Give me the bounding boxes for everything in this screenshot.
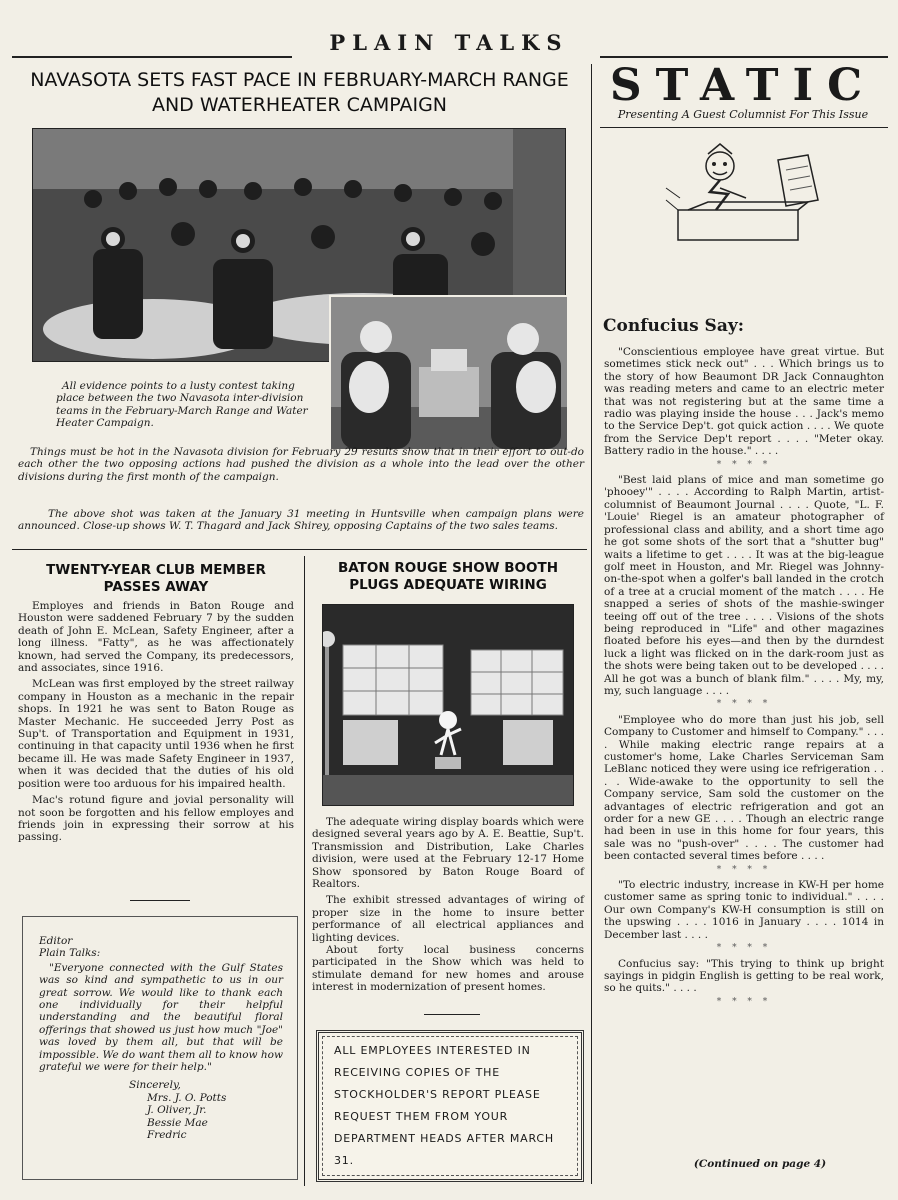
static-title: STATIC xyxy=(609,60,877,111)
static-paragraph: "Employee who do more than just his job, sell Company to Customer and himself to Company." . . . . While making electric range repairs at a customer's home, Lake Charles Serviceman Sam LeBlanc noticed they were using ice refrigeration . . . . Wide-awake to the opportunity to sell the Company service, Sam sold the customer on the advantages of electric refrigeration and got an order for a new GE . . . . Though an electric range had been in use in this home for four years, this sale was no "push-over" . . . . The customer had been contacted several times before . . . . xyxy=(604,713,884,863)
letter-signer: Bessie Mae xyxy=(147,1116,208,1129)
notice-inner-border xyxy=(322,1036,578,1176)
club-paragraph: Employes and friends in Baton Rouge and Houston were saddened February 7 by the sudden death of John E. McLean, Safety Engineer, after a long illness. "Fatty", as he was affectionately known, had served the Company, its predecessors, and associates, since 1916. xyxy=(18,600,294,675)
static-paragraph: Confucius say: "This trying to think up bright sayings in pidgin English is getting to be real work, so he quits." . . . . xyxy=(604,957,884,995)
columnist-cartoon xyxy=(658,140,828,250)
club-paragraph: Mac's rotund figure and jovial personality will not soon be forgotten and his fellow employes and friends join in expressing their sorrow at his passing. xyxy=(18,794,294,844)
caption-intro: All evidence points to a lusty contest taking place between the two Navasota inter-division teams in the February-March Range and Water Heater Campaign. xyxy=(56,380,308,430)
section-divider xyxy=(12,549,587,550)
separator-stars: * * * * xyxy=(716,459,772,470)
static-subtitle: Presenting A Guest Columnist For This Issue xyxy=(617,108,869,121)
caption-navasota-lead: Things must be hot in the Navasota division for February 29 results show that in their effort to out-do each other the two opposing actions had pushed the division as a whole into the lead over the other divisions during the first month of the campaign. xyxy=(18,446,584,483)
booth-headline: BATON ROUGE SHOW BOOTH PLUGS ADEQUATE WIRING xyxy=(337,560,559,593)
separator-stars: * * * * xyxy=(716,943,772,954)
caption-meeting: The above shot was taken at the January 31 meeting in Huntsville when campaign plans were announced. Close-up shows W. T. Thagard and Jack Shirey, opposing Captains of the two sales teams. xyxy=(18,508,584,533)
booth-end-rule xyxy=(424,1014,480,1015)
separator-stars: * * * * xyxy=(716,699,772,710)
separator-stars: * * * * xyxy=(716,996,772,1007)
letter-body: "Everyone connected with the Gulf States was so kind and sympathetic to us in our great sorrow. We would like to thank each one individually for their helpful understanding and the beautiful floral offerings that showed us just how much "Joe" was loved by them all, but that will be impossible. We do want them all to know how grateful we were for their help." xyxy=(39,961,283,1074)
letter-box xyxy=(22,916,298,1180)
static-paragraph: "Best laid plans of mice and man sometime go 'phooey'" . . . . According to Ralph Martin, artist-columnist of Beaumont Journal . . . . Quote, "L. F. 'Louie' Riegel is an amateur photographer of professional class and ability, and a short time ago he got some shots of the sort that a "shutter bug" waits a lifetime to get . . . . It was at the big-league golf meet in Houston, and Mr. Riegel was Johnny-on-the-spot when a golfer's ball landed in the crotch of a tree at a crucial moment of the match . . . . He snapped a series of shots of the mashie-swinger teeing off out of the tree . . . . Visions of the shots being reproduced in "Life" and other magazines floated before his eyes—and then by the durndest luck a light was flicked on in the dark-room just as the shots were being taken out to be developed . . . . All he got was a bunch of blank film." . . . . My, my, my, such language . . . . xyxy=(604,474,884,697)
main-headline: NAVASOTA SETS FAST PACE IN FEBRUARY-MARCH RANGE AND WATERHEATER CAMPAIGN xyxy=(30,69,569,116)
club-headline: TWENTY-YEAR CLUB MEMBER PASSES AWAY xyxy=(46,562,266,595)
booth-paragraph: The exhibit stressed advantages of wiring of proper size in the home to insure better performance of all electrical appliances and lighting devices. xyxy=(312,894,584,944)
club-paragraph: McLean was first employed by the street railway company in Houston as a mechanic in the repair shops. In 1921 he was sent to Baton Rouge as Master Mechanic. He succeeded Jerry Post as Sup't. of Transportation and Equipment in 1931, continuing in that capacity until 1936 when he first became ill. He was made Safety Engineer in 1937, when it was decided that the duties of his old position were too arduous for his impaired health. xyxy=(18,678,294,790)
stockholder-notice-box xyxy=(316,1030,584,1182)
continued-note: (Continued on page 4) xyxy=(693,1158,827,1170)
captains-closeup-photo xyxy=(329,295,569,451)
columnist-cartoon-image xyxy=(658,140,828,250)
stockholder-notice-text: ALL EMPLOYEES INTERESTED IN RECEIVING COPIES OF THE STOCKHOLDER'S REPORT PLEASE REQUEST THEM FROM YOUR DEPARTMENT HEADS AFTER MARCH 31. xyxy=(334,1044,554,1167)
confucius-heading: Confucius Say: xyxy=(603,316,745,336)
club-end-rule xyxy=(130,900,190,901)
letter-salutation: Editor xyxy=(39,935,73,947)
static-rule xyxy=(600,127,888,128)
booth-photo xyxy=(322,604,574,806)
letter-signer: Fredric xyxy=(147,1129,187,1142)
letter-closing: Sincerely, xyxy=(129,1079,181,1092)
letter-signer: J. Oliver, Jr. xyxy=(147,1104,207,1117)
column-divider-middle xyxy=(304,556,305,1186)
header-rule-left xyxy=(12,56,292,58)
column-divider-right xyxy=(591,64,592,1184)
booth-paragraph: About forty local business concerns participated in the Show which was held to stimulate demand for new homes and arouse interest in modernization of present homes. xyxy=(312,944,584,994)
letter-signer: Mrs. J. O. Potts xyxy=(147,1091,227,1104)
letter-content xyxy=(39,935,283,1142)
header-rule-right xyxy=(600,56,888,58)
static-paragraph: "Conscientious employee have great virtue. But sometimes stick neck out" . . . Which brings us to the story of how Beaumont DR Jack Connaughton was reading meters and came to an electric meter that was not registering but at the same time a radio was playing inside the house . . . Jack's memo to the Service Dep't. got quick action . . . . We quote from the Service Dep't report . . . . "Meter okay. Battery radio in the house." . . . . xyxy=(604,346,884,458)
booth-photo-image xyxy=(323,605,573,805)
page-header: PLAIN TALKS xyxy=(329,30,569,55)
booth-article-body xyxy=(312,816,584,994)
captains-closeup-image xyxy=(331,297,567,449)
static-paragraph: "To electric industry, increase in KW-H per home customer same as spring tonic to individual." . . . . Our own Company's KW-H consumption is still on the upswing . . . . 1016 in January . . . . 1014 in December last . . . . xyxy=(604,879,884,941)
separator-stars: * * * * xyxy=(716,864,772,875)
static-column-body xyxy=(604,346,884,1011)
letter-salutation: Plain Talks: xyxy=(39,947,101,960)
club-article-body xyxy=(18,600,294,844)
booth-paragraph: The adequate wiring display boards which were designed several years ago by A. E. Beattie, Sup't. Transmission and Distribution, Lake Charles division, were used at the February 12-17 Home Show sponsored by Baton Rouge Board of Realtors. xyxy=(312,816,584,891)
